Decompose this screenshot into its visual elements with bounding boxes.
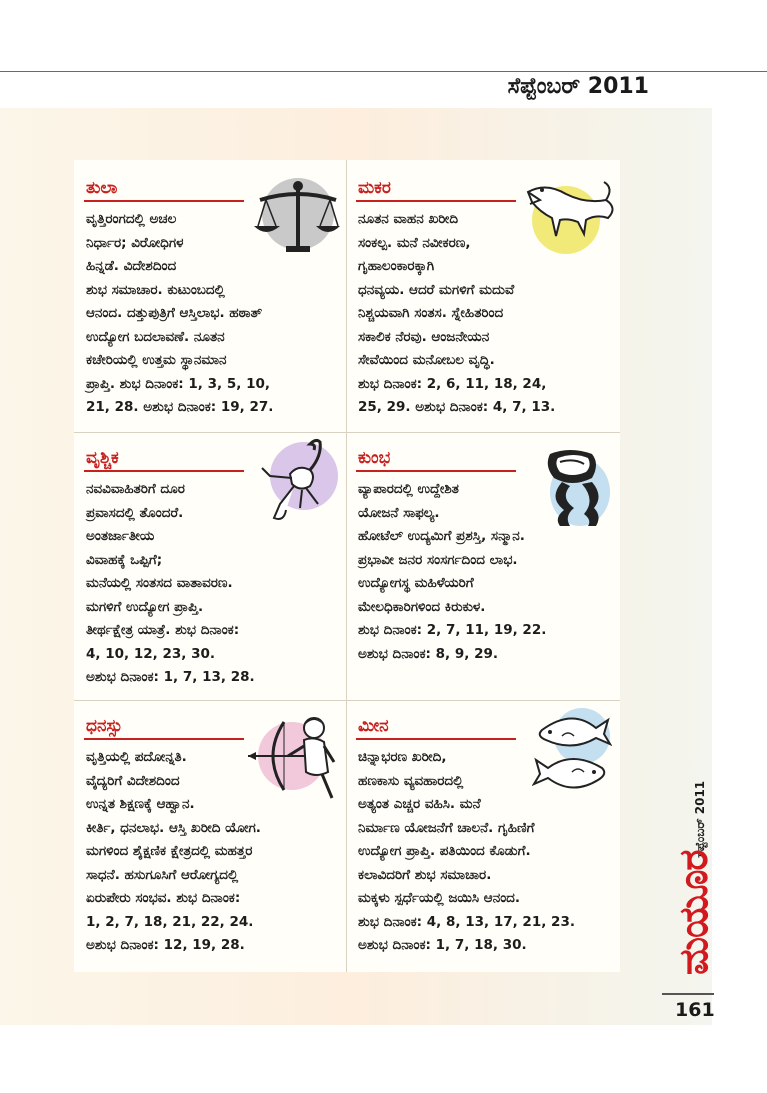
sign-title: ವೃಶ್ಚಿಕ [86, 448, 119, 468]
sign-card-libra [76, 162, 348, 432]
text-line: ಶುಭ ದಿನಾಂಕ: 2, 6, 11, 18, 24, [358, 375, 547, 392]
text-line: ಯೋಜನೆ ಸಾಫಲ್ಯ. [358, 504, 440, 521]
text-line: ಕೀರ್ತಿ, ಧನಲಾಭ. ಆಸ್ತಿ ಖರೀದಿ ಯೋಗ. [86, 819, 261, 836]
text-line: ಸಕಾಲಿಕ ನೆರವು. ಆಂಜನೇಯನ [358, 328, 490, 345]
text-line: ಆನಂದ. ದತ್ತುಪುತ್ರಿಗೆ ಆಸ್ತಿಲಾಭ. ಹಠಾತ್ [86, 305, 263, 321]
text-line: ಏರುಪೇರು ಸಂಭವ. ಶುಭ ದಿನಾಂಕ: [86, 890, 241, 906]
text-line: ಅಶುಭ ದಿನಾಂಕ: 1, 7, 13, 28. [86, 669, 255, 685]
sign-text [358, 746, 616, 958]
text-line: ವೃತ್ತಿಯಲ್ಲಿ ಪದೋನ್ನತಿ. [86, 749, 187, 765]
sign-text [86, 208, 344, 420]
text-line: ಹೋಟೆಲ್ ಉದ್ಯಮಿಗೆ ಪ್ರಶಸ್ತಿ, ಸನ್ಮಾನ. [358, 528, 525, 544]
text-line: 21, 28. ಅಶುಭ ದಿನಾಂಕ: 19, 27. [86, 399, 274, 415]
text-line: ವೃತ್ತಿರಂಗದಲ್ಲಿ ಅಚಲ [86, 211, 177, 227]
sign-title: ತುಲಾ [86, 178, 118, 198]
text-line: ಹಣಕಾಸು ವ್ಯವಹಾರದಲ್ಲಿ [358, 772, 464, 789]
sign-text [86, 746, 344, 958]
text-line: ಮಗಳಿಗೆ ಉದ್ಯೋಗ ಪ್ರಾಪ್ತಿ. [86, 598, 204, 615]
text-line: ಅಶುಭ ದಿನಾಂಕ: 1, 7, 18, 30. [358, 937, 527, 953]
sign-card-pisces [348, 700, 620, 970]
text-line: ಪ್ರವಾಸದಲ್ಲಿ ತೊಂದರೆ. [86, 504, 184, 521]
header-date: ಸೆಪ್ಟೆಂಬರ್ 2011 [507, 74, 649, 99]
text-line: ಶುಭ ದಿನಾಂಕ: 4, 8, 13, 17, 21, 23. [358, 913, 575, 930]
sign-text [86, 478, 344, 690]
text-line: ಉದ್ಯೋಗ ಬದಲಾವಣೆ. ನೂತನ [86, 328, 225, 345]
sign-title: ಮಕರ [358, 178, 391, 198]
text-line: ಮಕ್ಕಳು ಸ್ಪರ್ಧೆಯಲ್ಲಿ ಜಯಿಸಿ ಆನಂದ. [358, 890, 521, 906]
sign-card-capricorn [348, 162, 620, 432]
text-line: ಪ್ರಭಾವೀ ಜನರ ಸಂಸರ್ಗದಿಂದ ಲಾಭ. [358, 551, 518, 568]
text-line: ಮನೆಯಲ್ಲಿ ಸಂತಸದ ವಾತಾವರಣ. [86, 575, 233, 591]
text-line: ಶುಭ ಸಮಾಚಾರ. ಕುಟುಂಬದಲ್ಲಿ [86, 281, 225, 298]
text-line: ನಿರ್ಧಾರ; ವಿರೋಧಿಗಳ [86, 234, 184, 251]
text-line: ಅಶುಭ ದಿನಾಂಕ: 8, 9, 29. [358, 645, 499, 662]
sign-title: ಕುಂಭ [358, 448, 391, 468]
sign-text [358, 208, 616, 420]
text-line: ಗೃಹಾಲಂಕಾರಕ್ಕಾಗಿ [358, 258, 435, 274]
side-date: ಸೆಪ್ಟೆಂಬರ್ 2011 [693, 780, 707, 858]
text-line: ಸಾಧನೆ. ಹಸುಗೂಸಿಗೆ ಆರೋಗ್ಯದಲ್ಲಿ [86, 866, 239, 883]
text-line: ಮಗಳಿಂದ ಶೈಕ್ಷಣಿಕ ಕ್ಷೇತ್ರದಲ್ಲಿ ಮಹತ್ತರ [86, 843, 253, 859]
sign-card-scorpio [76, 432, 348, 702]
title-underline [84, 470, 244, 472]
title-underline [84, 200, 244, 202]
text-line: ಕಲಾವಿದರಿಗೆ ಶುಭ ಸಮಾಚಾರ. [358, 866, 492, 883]
sign-title: ಧನಸ್ಸು [86, 716, 123, 736]
footer-rule [662, 993, 714, 995]
text-line: ಧನವ್ಯಯ. ಆದರೆ ಮಗಳಿಗೆ ಮದುವೆ [358, 281, 515, 298]
text-line: ನಿಶ್ಚಯವಾಗಿ ಸಂತಸ. ಸ್ನೇಹಿತರಿಂದ [358, 305, 504, 321]
text-line: ಸೇವೆಯಿಂದ ಮನೋಬಲ ವೃದ್ಧಿ. [358, 352, 495, 368]
text-line: ತೀರ್ಥಕ್ಷೇತ್ರ ಯಾತ್ರೆ. ಶುಭ ದಿನಾಂಕ: [86, 622, 240, 638]
magazine-logo: ಮಯೂರ [671, 850, 717, 975]
title-underline [356, 470, 516, 472]
text-line: 4, 10, 12, 23, 30. [86, 645, 215, 662]
sign-title: ಮೀನ [358, 716, 389, 736]
page-number: 161 [675, 999, 715, 1021]
text-line: 1, 2, 7, 18, 21, 22, 24. [86, 913, 254, 930]
text-line: ಸಂಕಲ್ಪ. ಮನೆ ನವೀಕರಣ, [358, 234, 471, 251]
text-line: ಮೇಲಧಿಕಾರಿಗಳಿಂದ ಕಿರುಕುಳ. [358, 598, 486, 615]
sign-card-sagittarius [76, 700, 348, 970]
text-line: ಉನ್ನತ ಶಿಕ್ಷಣಕ್ಕೆ ಆಹ್ವಾನ. [86, 796, 195, 812]
sign-text [358, 478, 616, 666]
text-line: ಪ್ರಾಪ್ತಿ. ಶುಭ ದಿನಾಂಕ: 1, 3, 5, 10, [86, 375, 270, 392]
sign-card-aquarius [348, 432, 620, 702]
text-line: ನವವಿವಾಹಿತರಿಗೆ ದೂರ [86, 481, 185, 497]
text-line: ಅಶುಭ ದಿನಾಂಕ: 12, 19, 28. [86, 937, 245, 953]
title-underline [84, 738, 244, 740]
text-line: ಉದ್ಯೋಗಸ್ಥ ಮಹಿಳೆಯರಿಗೆ [358, 575, 474, 591]
text-line: ಕಚೇರಿಯಲ್ಲಿ ಉತ್ತಮ ಸ್ಥಾನಮಾನ [86, 352, 227, 368]
text-line: 25, 29. ಅಶುಭ ದಿನಾಂಕ: 4, 7, 13. [358, 399, 556, 415]
text-line: ಅಂತರ್ಜಾತೀಯ [86, 528, 155, 544]
text-line: ನಿರ್ಮಾಣ ಯೋಜನೆಗೆ ಚಾಲನೆ. ಗೃಹಿಣಿಗೆ [358, 819, 535, 836]
title-underline [356, 738, 516, 740]
text-line: ಚಿನ್ನಾಭರಣ ಖರೀದಿ, [358, 749, 447, 765]
text-line: ವೈದ್ಯರಿಗೆ ವಿದೇಶದಿಂದ [86, 772, 180, 789]
top-rule [0, 71, 767, 72]
text-line: ಹಿನ್ನಡೆ. ವಿದೇಶದಿಂದ [86, 258, 177, 274]
text-line: ಶುಭ ದಿನಾಂಕ: 2, 7, 11, 19, 22. [358, 622, 547, 638]
text-line: ವಿವಾಹಕ್ಕೆ ಒಪ್ಪಿಗೆ; [86, 551, 163, 568]
text-line: ವ್ಯಾಪಾರದಲ್ಲಿ ಉದ್ದೇಶಿತ [358, 481, 459, 497]
title-underline [356, 200, 516, 202]
text-line: ಅತ್ಯಂತ ಎಚ್ಚರ ವಹಿಸಿ. ಮನೆ [358, 796, 481, 812]
text-line: ಉದ್ಯೋಗ ಪ್ರಾಪ್ತಿ. ಪತಿಯಿಂದ ಕೊಡುಗೆ. [358, 843, 531, 859]
text-line: ನೂತನ ವಾಹನ ಖರೀದಿ [358, 211, 459, 227]
